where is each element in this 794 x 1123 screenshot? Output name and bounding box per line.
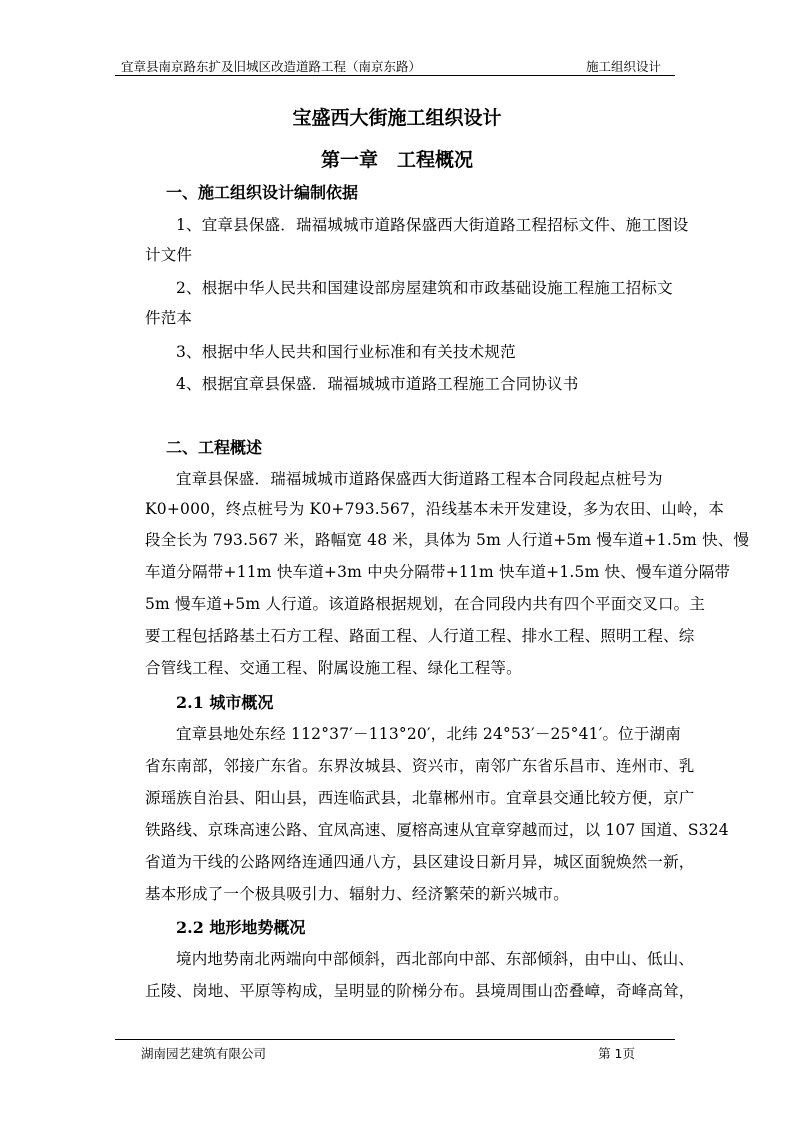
paragraph-line: 境内地势南北两端向中部倾斜，西北部向中部、东部倾斜，由中山、低山、 (176, 950, 695, 968)
paragraph-line: 宜章县保盛．瑞福城城市道路保盛西大街道路工程本合同段起点桩号为 (176, 470, 663, 488)
paragraph-line: 3、根据中华人民共和国行业标准和有关技术规范 (176, 343, 516, 361)
page-number: 第 1页 (598, 1046, 635, 1061)
paragraph-line: 车道分隔带+11m 快车道+3m 中央分隔带+11m 快车道+1.5m 快、慢车道分隔带 (145, 563, 731, 581)
section2-heading: 二、工程概述 (166, 438, 263, 457)
document-title: 宝盛西大街施工组织设计 (292, 107, 502, 129)
page-footer (115, 1039, 675, 1060)
paragraph-line: 4、根据宜章县保盛．瑞福城城市道路工程施工合同协议书 (176, 375, 579, 393)
paragraph-line: 合管线工程、交通工程、附属设施工程、绿化工程等。 (145, 659, 522, 677)
header-project-name: 宜章县南京路东扩及旧城区改造道路工程（南京东路） (121, 59, 422, 74)
paragraph-line: 1、宜章县保盛．瑞福城城市道路保盛西大街道路工程招标文件、施工图设 (176, 216, 689, 234)
paragraph-line: 件范本 (145, 309, 193, 327)
footer-company: 湖南园艺建筑有限公司 (141, 1046, 267, 1061)
page-header (115, 55, 675, 76)
section22-heading: 2.2 地形地势概况 (176, 918, 306, 937)
paragraph-line: 源瑶族自治县、阳山县，西连临武县，北靠郴州市。宜章县交通比较方便，京广 (145, 789, 695, 807)
paragraph-line: 基本形成了一个极具吸引力、辐射力、经济繁荣的新兴城市。 (145, 885, 569, 903)
paragraph-line: 省东南部，邻接广东省。东界汝城县、资兴市，南邻广东省乐昌市、连州市、乳 (145, 757, 695, 775)
paragraph-line: 5m 慢车道+5m 人行道。该道路根据规划，在合同段内共有四个平面交叉口。主 (145, 595, 706, 613)
paragraph-line: 宜章县地处东经 112°37′－113°20′，北纬 24°53′－25°41′。位于湖南 (176, 725, 681, 743)
paragraph-line: 要工程包括路基土石方工程、路面工程、人行道工程、排水工程、照明工程、综 (145, 627, 695, 645)
section21-heading: 2.1 城市概况 (176, 693, 274, 712)
paragraph-line: 2、根据中华人民共和国建设部房屋建筑和市政基础设施工程施工招标文 (176, 279, 673, 297)
paragraph-line: K0+000，终点桩号为 K0+793.567，沿线基本未开发建设，多为农田、山岭，本 (145, 500, 725, 518)
paragraph-line: 段全长为 793.567 米，路幅宽 48 米，具体为 5m 人行道+5m 慢车道+1.5m 快、慢 (145, 531, 750, 549)
header-doc-type: 施工组织设计 (585, 59, 661, 74)
paragraph-line: 丘陵、岗地、平原等构成，呈明显的阶梯分布。县境周围山峦叠嶂，奇峰高耸， (145, 982, 695, 1000)
paragraph-line: 省道为干线的公路网络连通四通八方，县区建设日新月异，城区面貌焕然一新， (145, 853, 695, 871)
section1-heading: 一、施工组织设计编制依据 (166, 183, 359, 202)
chapter-title: 第一章 工程概况 (320, 149, 473, 171)
paragraph-line: 计文件 (145, 246, 193, 264)
paragraph-line: 铁路线、京珠高速公路、宜凤高速、厦榕高速从宜章穿越而过，以 107 国道、S324 (145, 821, 729, 839)
